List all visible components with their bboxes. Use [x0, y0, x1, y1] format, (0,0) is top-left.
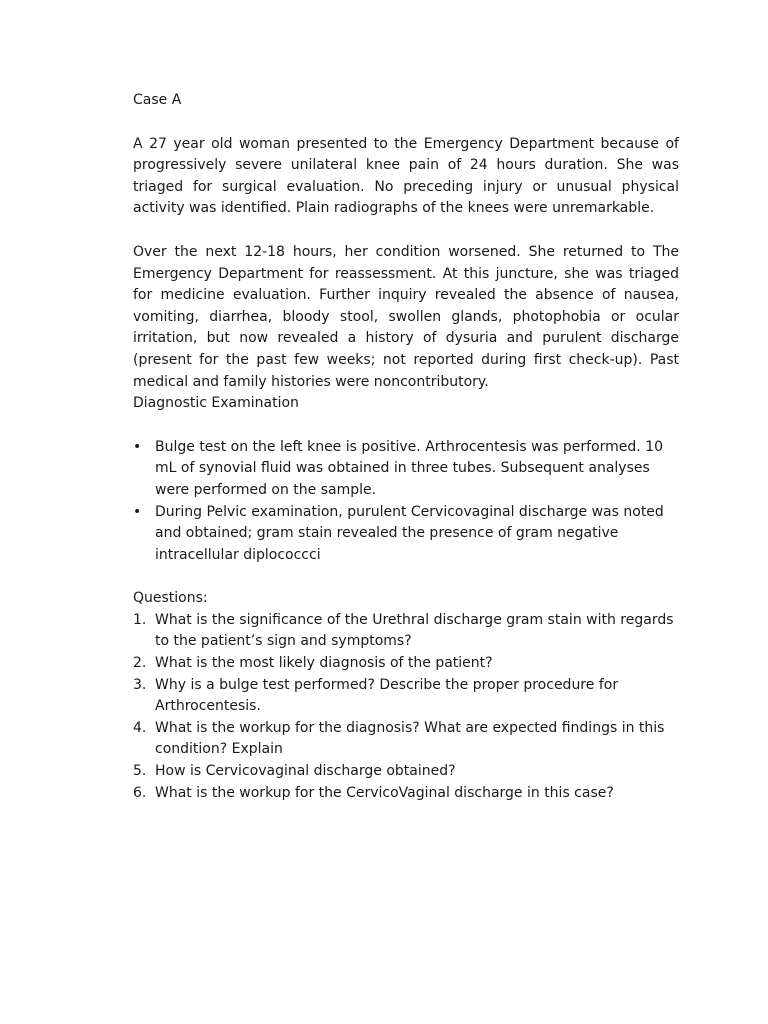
question-number: 3. — [133, 676, 147, 693]
diagnostic-item — [133, 502, 679, 567]
diagnostic-item-text: During Pelvic examination, purulent Cervicovaginal discharge was noted and obtained; gram stain revealed the presence of gram negative intracellular diplococcci — [155, 503, 664, 563]
question-number: 4. — [133, 719, 147, 736]
case-paragraph-followup: Over the next 12-18 hours, her condition worsened. She returned to The Emergency Department for reassessment. At this juncture, she was triaged for medicine evaluation. Further inquiry revealed the absence of nausea, vomiting, diarrhea, bloody stool, swollen glands, photophobia or ocular irritation, but now revealed a history of dysuria and purulent discharge (present for the past few weeks; not reported during first check-up). Past medical and family histories were noncontributory. — [133, 243, 679, 390]
document-page — [133, 90, 679, 804]
question-number: 1. — [133, 611, 147, 628]
question-text: What is the most likely diagnosis of the patient? — [155, 655, 493, 672]
question-text: Why is a bulge test performed? Describe the proper procedure for Arthrocentesis. — [155, 676, 619, 715]
question-item — [133, 675, 679, 718]
question-item — [133, 761, 679, 783]
questions-list — [133, 610, 679, 804]
question-text: What is the significance of the Urethral discharge gram stain with regards to the patient’s sign and symptoms? — [155, 611, 674, 650]
question-number: 2. — [133, 655, 147, 672]
question-number: 5. — [133, 763, 147, 780]
case-paragraph-presentation: A 27 year old woman presented to the Emergency Department because of progressively severe unilateral knee pain of 24 hours duration. She was triaged for surgical evaluation. No preceding injury or unusual physical activity was identified. Plain radiographs of the knees were unremarkable. — [133, 135, 679, 217]
case-title: Case A — [133, 92, 182, 108]
question-number: 6. — [133, 784, 147, 801]
questions-heading: Questions: — [133, 590, 208, 607]
question-item — [133, 718, 679, 761]
question-item — [133, 783, 679, 805]
question-text: What is the workup for the diagnosis? What are expected findings in this condition? Explain — [155, 719, 665, 758]
diagnostic-list — [133, 437, 679, 567]
question-item — [133, 610, 679, 653]
question-text: How is Cervicovaginal discharge obtained? — [155, 763, 456, 780]
bullet-icon: • — [133, 438, 142, 455]
diagnostic-heading: Diagnostic Examination — [133, 395, 299, 412]
question-item — [133, 653, 679, 675]
question-text: What is the workup for the CervicoVaginal discharge in this case? — [155, 784, 614, 801]
bullet-icon: • — [133, 503, 142, 520]
diagnostic-item — [133, 437, 679, 502]
diagnostic-item-text: Bulge test on the left knee is positive. Arthrocentesis was performed. 10 mL of synovial fluid was obtained in three tubes. Subsequent analyses were performed on the sample. — [155, 438, 664, 498]
